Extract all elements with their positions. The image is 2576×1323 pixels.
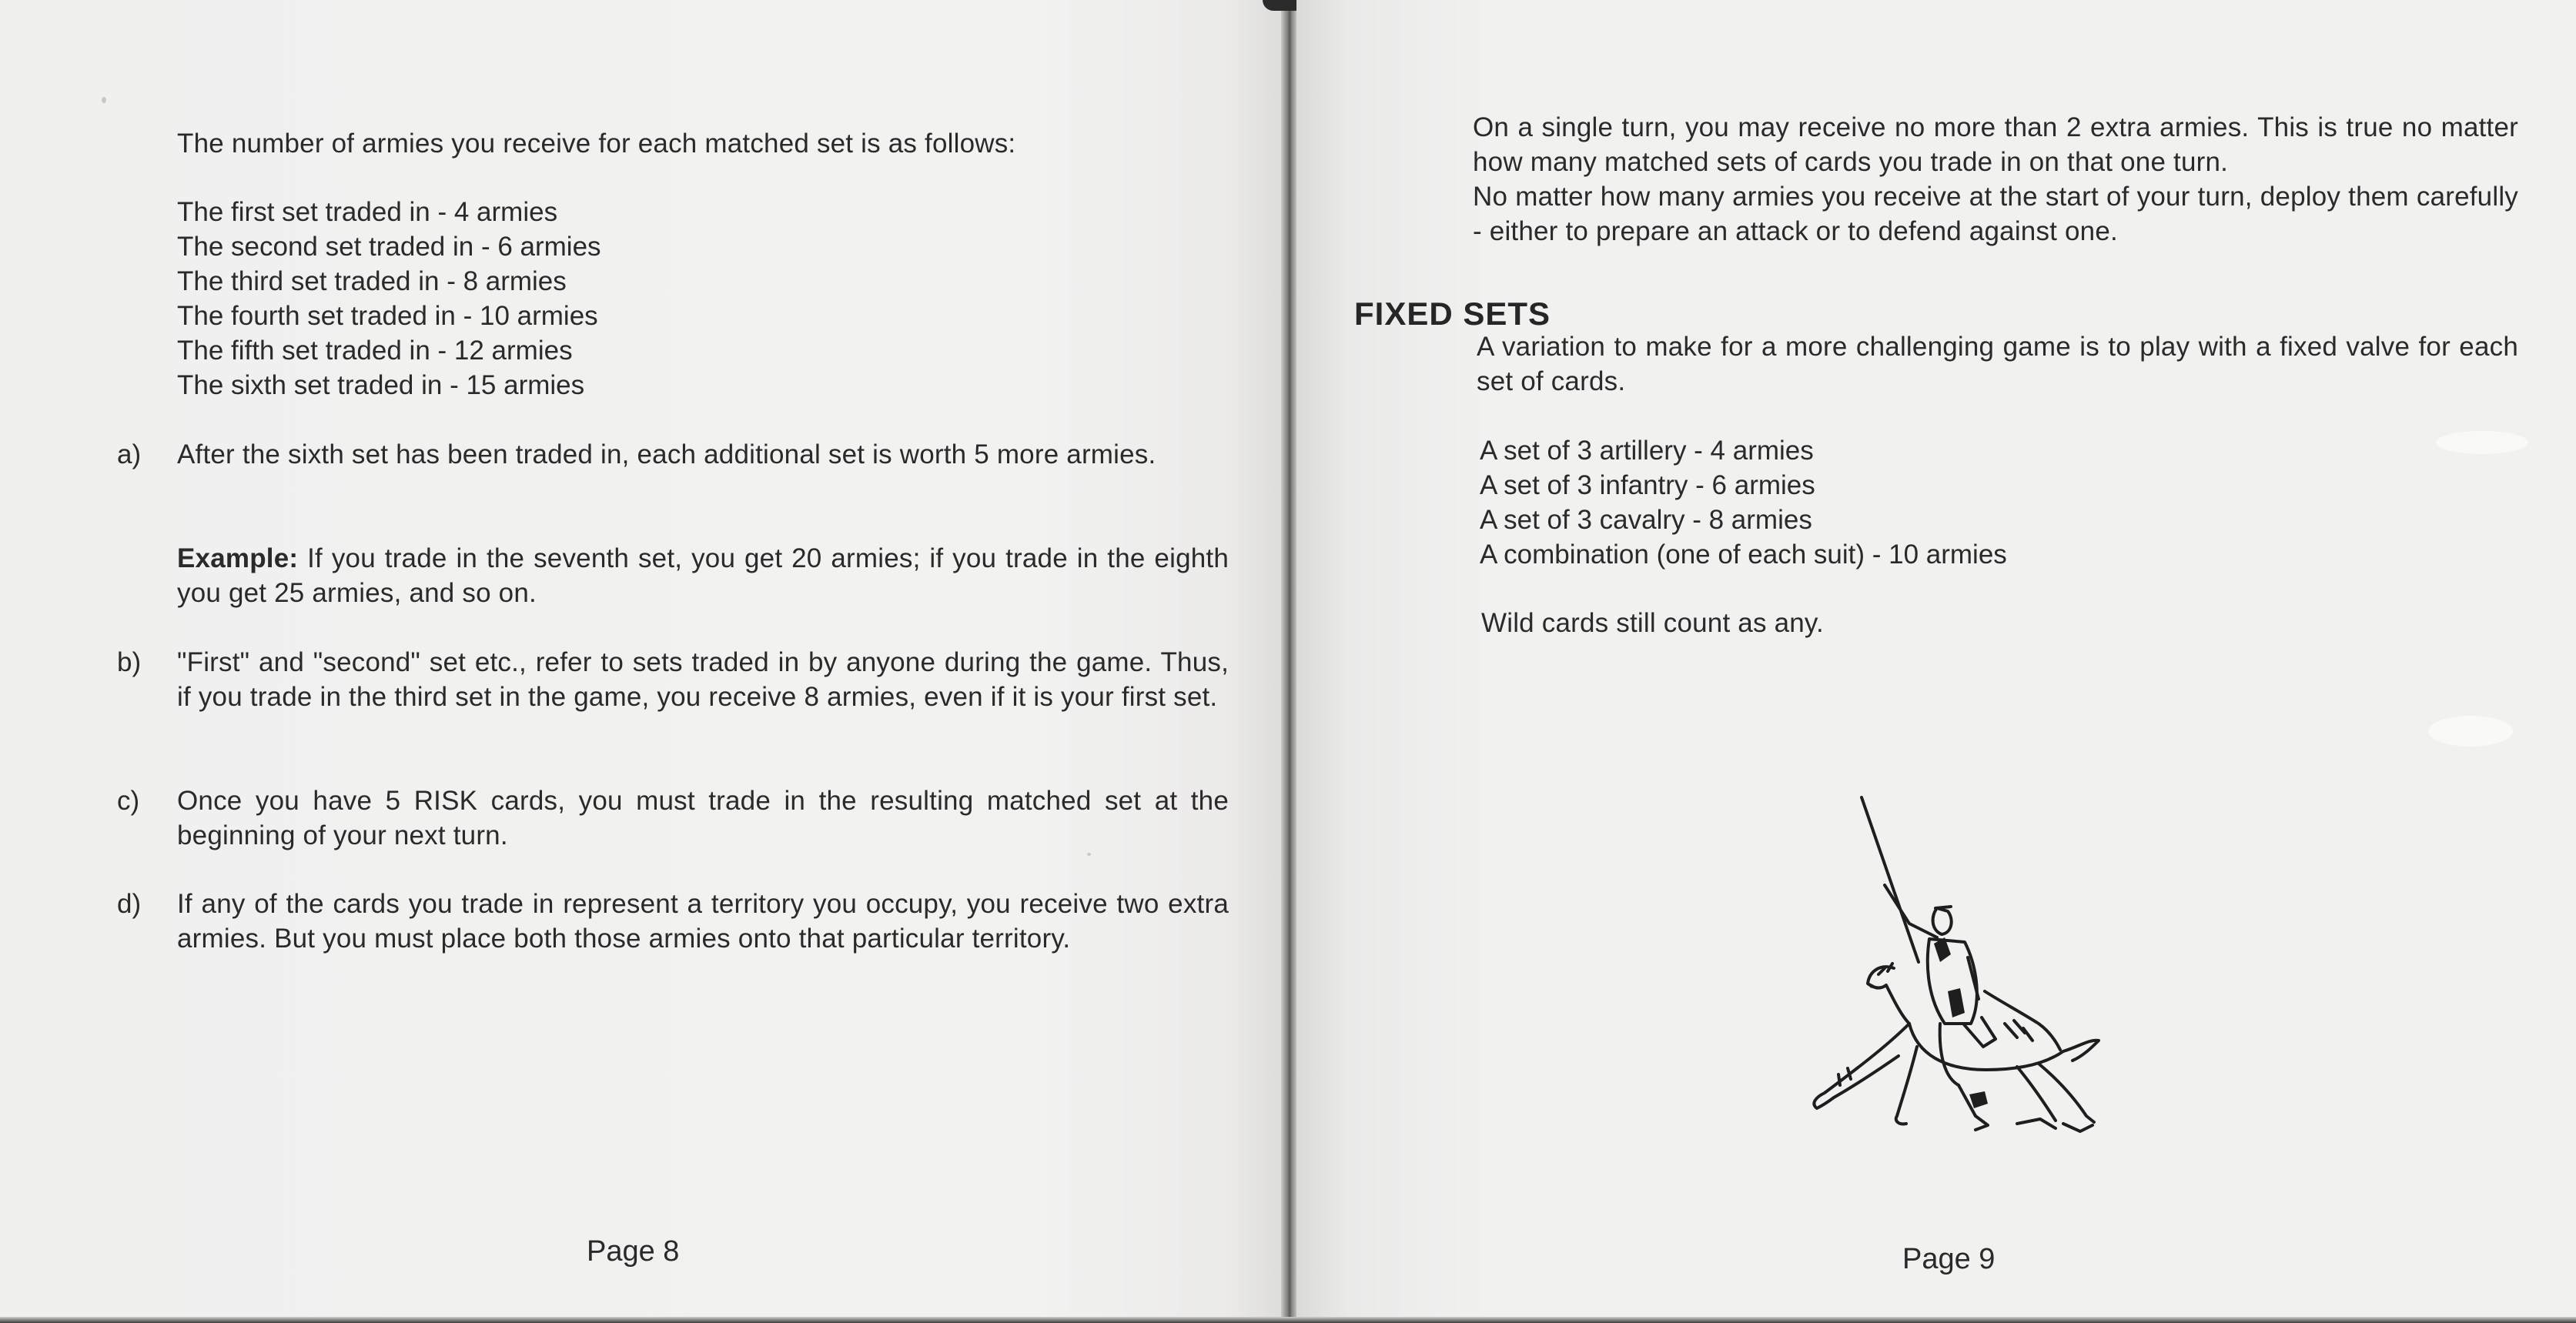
mounted-cavalry-soldier-icon	[1794, 793, 2133, 1154]
page-bottom-edge	[0, 1317, 2576, 1323]
fixed-values-list	[1480, 433, 2007, 572]
list-item: A set of 3 cavalry - 8 armies	[1480, 505, 1812, 535]
rule-b-text: "First" and "second" set etc., refer to sets traded in by anyone during the game. Thus, if you trade in the third set in the game, you receive 8 armies, even if it is your first set.	[177, 647, 1229, 712]
page-number-right: Page 9	[1902, 1243, 1996, 1275]
list-item: The fifth set traded in - 12 armies	[177, 336, 573, 366]
rule-a-marker: a)	[117, 439, 142, 469]
list-item: A set of 3 infantry - 6 armies	[1480, 470, 1815, 500]
rule-d-marker: d)	[117, 889, 142, 919]
list-item: The first set traded in - 4 armies	[177, 197, 558, 227]
page-number-left: Page 8	[587, 1235, 680, 1268]
paper-speck	[1087, 853, 1091, 856]
rule-d-text: If any of the cards you trade in represent a territory you occupy, you receive two extra armies. But you must place both those armies onto that particular territory.	[177, 889, 1229, 954]
paper-speck	[102, 97, 106, 103]
set-values-intro: The number of armies you receive for each matched set is as follows:	[177, 129, 1016, 159]
wild-cards-note: Wild cards still count as any.	[1481, 608, 1824, 638]
set-values-list	[177, 195, 601, 403]
rule-b-marker: b)	[117, 647, 142, 677]
extra-armies-limit: On a single turn, you may receive no more than 2 extra armies. This is true no matter how many matched sets of cards you trade in on that one turn.	[1473, 112, 2518, 177]
fixed-sets-heading: FIXED SETS	[1354, 296, 1551, 332]
rule-a-text: After the sixth set has been traded in, each additional set is worth 5 more armies.	[177, 439, 1156, 469]
list-item: The second set traded in - 6 armies	[177, 232, 601, 262]
deploy-advice: No matter how many armies you receive at the start of your turn, deploy them carefully - either to prepare an attack or to defend against one.	[1473, 182, 2518, 246]
example-text: If you trade in the seventh set, you get 20 armies; if you trade in the eighth you get 25 armies, and so on.	[177, 543, 1229, 608]
rule-c-marker: c)	[117, 786, 140, 816]
list-item: The sixth set traded in - 15 armies	[177, 370, 585, 400]
list-item: The third set traded in - 8 armies	[177, 266, 567, 296]
list-item: The fourth set traded in - 10 armies	[177, 301, 598, 331]
list-item: A set of 3 artillery - 4 armies	[1480, 436, 1814, 466]
paper-crease	[2436, 431, 2528, 454]
fixed-sets-variation: A variation to make for a more challenging game is to play with a fixed valve for each set of cards.	[1477, 332, 2518, 396]
example-paragraph	[177, 541, 1229, 610]
example-label: Example:	[177, 543, 299, 573]
left-page	[0, 0, 1287, 1323]
book-spine	[1281, 0, 1298, 1323]
rule-c-text: Once you have 5 RISK cards, you must trade in the resulting matched set at the beginning of your next turn.	[177, 786, 1229, 850]
list-item: A combination (one of each suit) - 10 armies	[1480, 540, 2007, 570]
paper-crease	[2428, 716, 2513, 747]
